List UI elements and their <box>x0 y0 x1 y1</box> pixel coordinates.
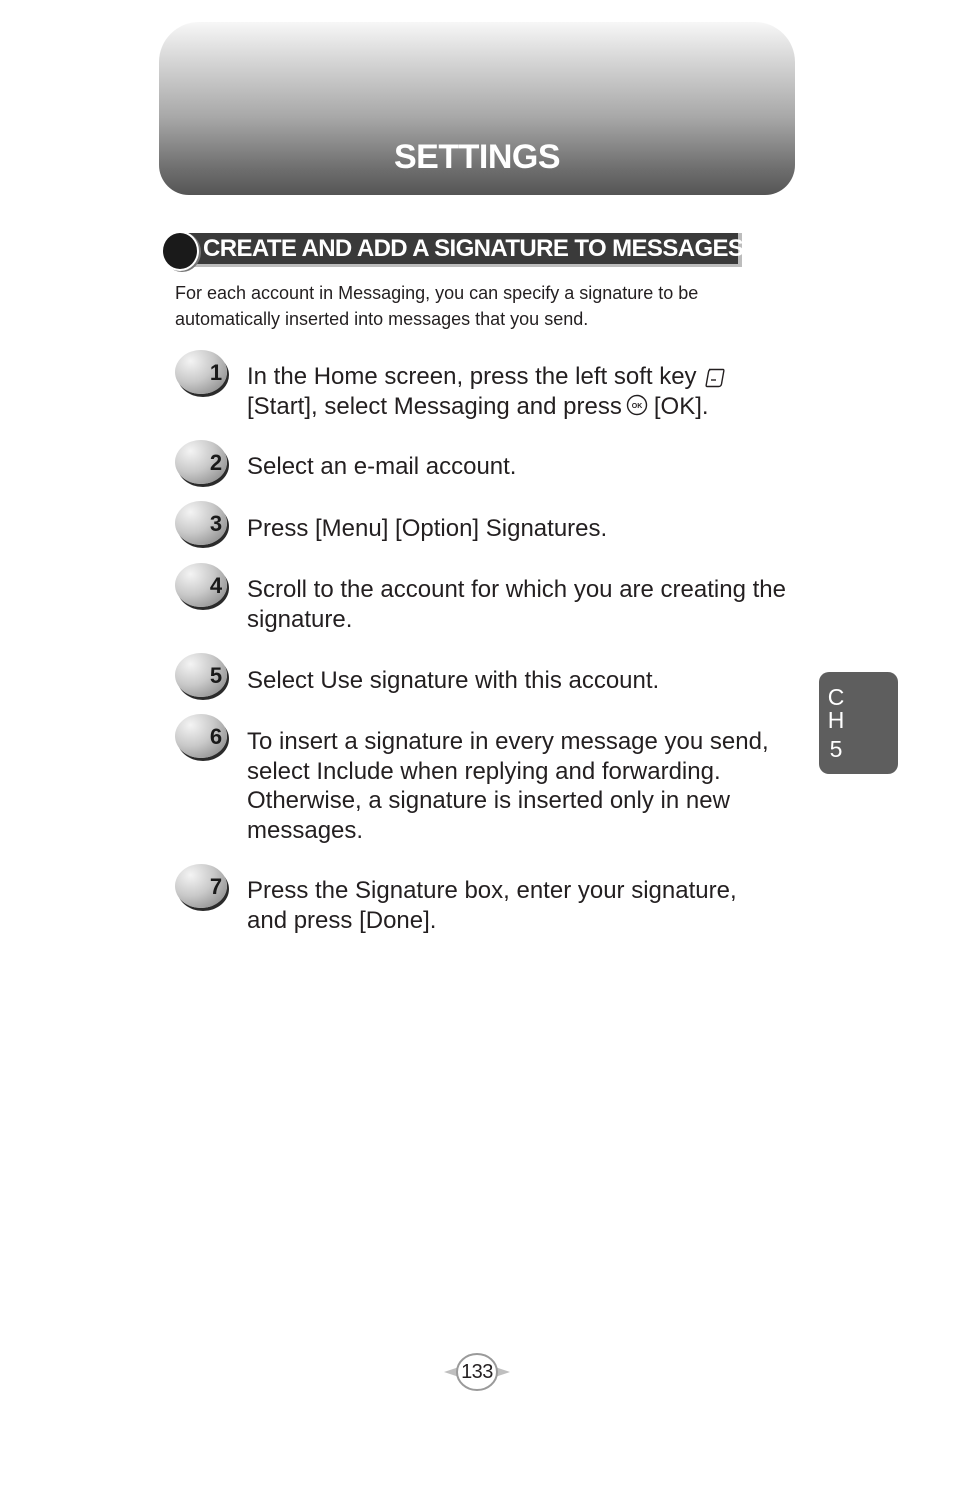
step-7-badge <box>175 864 231 910</box>
page-number: 133 <box>461 1361 493 1383</box>
step-4-badge <box>175 563 231 609</box>
section-bullet-icon <box>161 231 199 271</box>
section-title: CREATE AND ADD A SIGNATURE TO MESSAGES <box>203 235 744 262</box>
step-1-badge <box>175 350 231 396</box>
section-intro: For each account in Messaging, you can specify a signature to be automatically inserted into messages that you send. <box>175 283 699 329</box>
step-2-badge <box>175 440 231 486</box>
step-number: 5 <box>209 663 223 688</box>
chapter-tab-letter-h: H <box>827 707 845 733</box>
step-3-text: Press [Menu] [Option] Signatures. <box>247 515 608 542</box>
left-soft-key-icon <box>705 366 725 386</box>
step-number: 3 <box>209 511 223 536</box>
step-number: 7 <box>209 874 223 899</box>
chapter-tab-number: 5 <box>829 736 843 762</box>
step-3-badge <box>175 501 231 547</box>
step-6-text: To insert a signature in every message you send, select Include when replying and forwarding. Otherwise, a signature is inserted only in new messages. <box>247 728 769 844</box>
chapter-tab <box>819 672 898 774</box>
ok-icon-label: OK <box>631 403 643 411</box>
step-1-text-part-c: [OK]. <box>653 392 709 420</box>
ok-key-icon <box>626 394 648 416</box>
step-number: 2 <box>209 450 223 475</box>
step-1-text-part-a: In the Home screen, press the left soft key <box>247 363 697 390</box>
step-1-text <box>247 362 807 421</box>
step-5-text: Select Use signature with this account. <box>247 667 660 694</box>
step-4-text: Scroll to the account for which you are creating the signature. <box>247 576 786 633</box>
step-2-text: Select an e-mail account. <box>247 453 517 480</box>
page-title: SETTINGS <box>393 138 561 176</box>
step-5-badge <box>175 653 231 699</box>
step-6-badge <box>175 714 231 760</box>
step-7-text: Press the Signature box, enter your signature, and press [Done]. <box>247 877 737 934</box>
step-number: 1 <box>209 360 223 385</box>
step-number: 4 <box>209 573 223 598</box>
chapter-tab-letter-c: C <box>827 684 845 710</box>
step-number: 6 <box>209 724 223 749</box>
page-number-badge <box>440 1352 514 1392</box>
step-1-text-part-b: [Start], select Messaging and press <box>247 392 622 420</box>
